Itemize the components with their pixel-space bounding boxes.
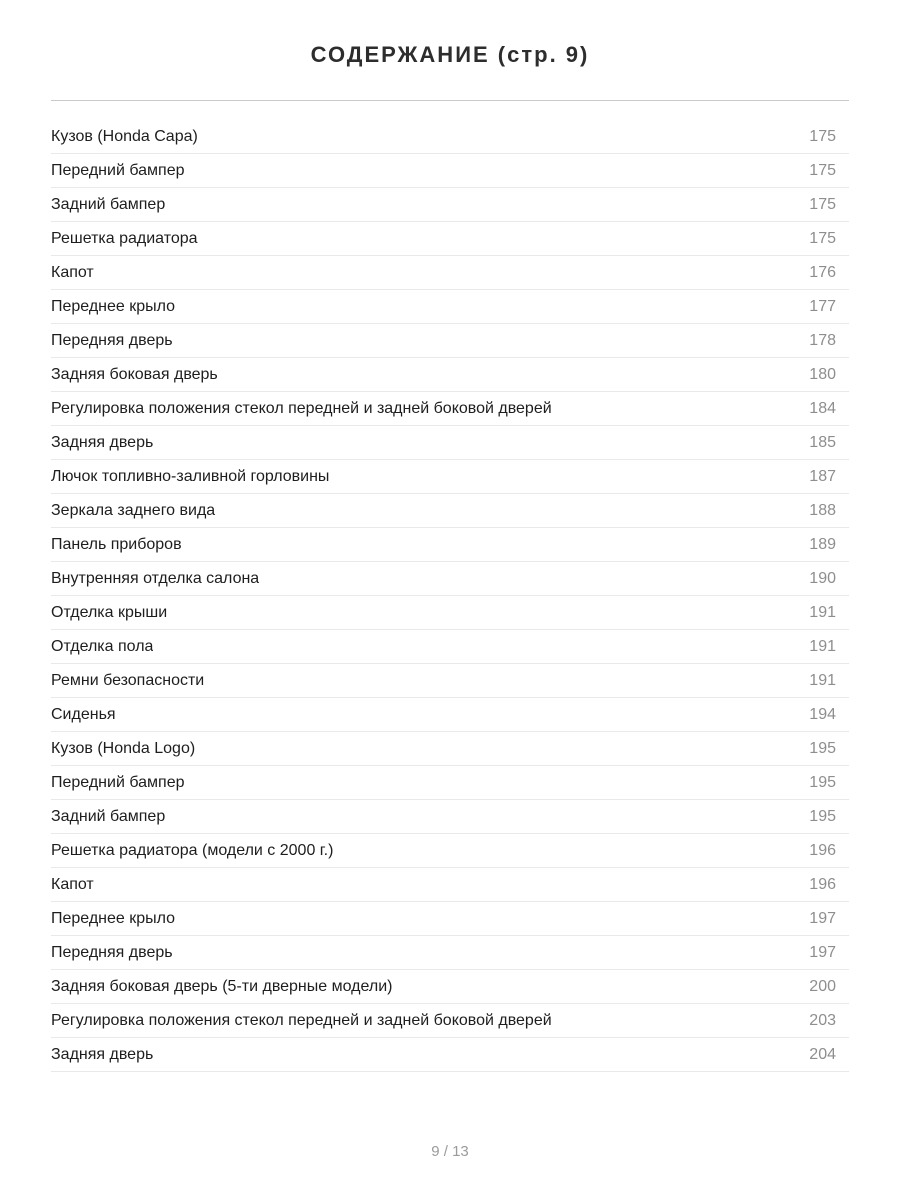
toc-item-label: Регулировка положения стекол передней и задней боковой дверей bbox=[51, 1011, 552, 1029]
toc-row bbox=[51, 970, 849, 1004]
toc-item-page: 188 bbox=[809, 501, 836, 519]
toc-item-label: Переднее крыло bbox=[51, 909, 176, 927]
toc-item-label: Отделка пола bbox=[51, 637, 154, 655]
toc-row bbox=[51, 460, 849, 494]
toc-row bbox=[51, 562, 849, 596]
toc-row bbox=[51, 868, 849, 902]
page-indicator: 9 / 13 bbox=[431, 1143, 469, 1160]
toc-item-label: Кузов (Honda Capa) bbox=[51, 127, 198, 145]
toc-row bbox=[51, 358, 849, 392]
toc-item-label: Передний бампер bbox=[51, 161, 185, 179]
toc-row bbox=[51, 834, 849, 868]
toc-item-page: 194 bbox=[809, 705, 836, 723]
toc-row bbox=[51, 222, 849, 256]
toc-item-page: 177 bbox=[809, 297, 836, 315]
toc-item-page: 175 bbox=[809, 229, 836, 247]
toc-item-page: 178 bbox=[809, 331, 836, 349]
toc-item-label: Задний бампер bbox=[51, 195, 166, 213]
toc-item-label: Регулировка положения стекол передней и задней боковой дверей bbox=[51, 399, 552, 417]
toc-item-label: Переднее крыло bbox=[51, 297, 176, 315]
toc-item-label: Передняя дверь bbox=[51, 331, 173, 349]
toc-item-page: 190 bbox=[809, 569, 836, 587]
toc-item-label: Задний бампер bbox=[51, 807, 166, 825]
toc-item-page: 191 bbox=[809, 671, 836, 689]
toc-row bbox=[51, 664, 849, 698]
toc-row bbox=[51, 596, 849, 630]
toc-row bbox=[51, 630, 849, 664]
toc-row bbox=[51, 392, 849, 426]
toc-row bbox=[51, 256, 849, 290]
toc-item-label: Ремни безопасности bbox=[51, 671, 205, 689]
toc-item-page: 196 bbox=[809, 841, 836, 859]
toc-item-page: 191 bbox=[809, 603, 836, 621]
toc-item-label: Решетка радиатора bbox=[51, 229, 198, 247]
toc-item-label: Задняя боковая дверь (5-ти дверные модели) bbox=[51, 977, 393, 995]
toc-row bbox=[51, 902, 849, 936]
toc-row bbox=[51, 120, 849, 154]
page-header bbox=[51, 0, 849, 101]
toc-row bbox=[51, 1038, 849, 1072]
page-title: СОДЕРЖАНИЕ (стр. 9) bbox=[310, 42, 590, 67]
toc-row bbox=[51, 290, 849, 324]
toc-item-page: 196 bbox=[809, 875, 836, 893]
toc-item-label: Лючок топливно-заливной горловины bbox=[51, 467, 330, 485]
toc-item-page: 191 bbox=[809, 637, 836, 655]
toc-item-label: Задняя боковая дверь bbox=[51, 365, 218, 383]
toc-row bbox=[51, 324, 849, 358]
toc-row bbox=[51, 154, 849, 188]
toc-item-label: Зеркала заднего вида bbox=[51, 501, 216, 519]
toc-item-page: 195 bbox=[809, 739, 836, 757]
toc-item-page: 195 bbox=[809, 773, 836, 791]
toc-item-page: 203 bbox=[809, 1011, 836, 1029]
toc-item-label: Передняя дверь bbox=[51, 943, 173, 961]
toc-item-label: Панель приборов bbox=[51, 535, 182, 553]
toc-item-label: Отделка крыши bbox=[51, 603, 168, 621]
toc-row bbox=[51, 426, 849, 460]
toc-item-label: Кузов (Honda Logo) bbox=[51, 739, 196, 757]
toc-item-label: Решетка радиатора (модели с 2000 г.) bbox=[51, 841, 334, 859]
toc-item-page: 175 bbox=[809, 127, 836, 145]
toc-row bbox=[51, 188, 849, 222]
toc-list bbox=[51, 120, 849, 1072]
toc-item-page: 175 bbox=[809, 161, 836, 179]
toc-item-page: 185 bbox=[809, 433, 836, 451]
toc-item-label: Капот bbox=[51, 263, 94, 281]
toc-item-label: Передний бампер bbox=[51, 773, 185, 791]
toc-row bbox=[51, 936, 849, 970]
toc-item-page: 197 bbox=[809, 909, 836, 927]
toc-item-label: Задняя дверь bbox=[51, 433, 154, 451]
toc-item-page: 187 bbox=[809, 467, 836, 485]
toc-item-page: 189 bbox=[809, 535, 836, 553]
toc-row bbox=[51, 528, 849, 562]
toc-item-page: 180 bbox=[809, 365, 836, 383]
toc-row bbox=[51, 800, 849, 834]
toc-item-page: 184 bbox=[809, 399, 836, 417]
toc-item-page: 175 bbox=[809, 195, 836, 213]
toc-item-label: Сиденья bbox=[51, 705, 116, 723]
toc-item-page: 176 bbox=[809, 263, 836, 281]
toc-row bbox=[51, 698, 849, 732]
toc-item-label: Задняя дверь bbox=[51, 1045, 154, 1063]
toc-item-label: Капот bbox=[51, 875, 94, 893]
toc-row bbox=[51, 732, 849, 766]
toc-item-page: 195 bbox=[809, 807, 836, 825]
toc-item-label: Внутренняя отделка салона bbox=[51, 569, 260, 587]
toc-row bbox=[51, 1004, 849, 1038]
toc-item-page: 200 bbox=[809, 977, 836, 995]
toc-item-page: 197 bbox=[809, 943, 836, 961]
toc-item-page: 204 bbox=[809, 1045, 836, 1063]
toc-row bbox=[51, 494, 849, 528]
toc-row bbox=[51, 766, 849, 800]
